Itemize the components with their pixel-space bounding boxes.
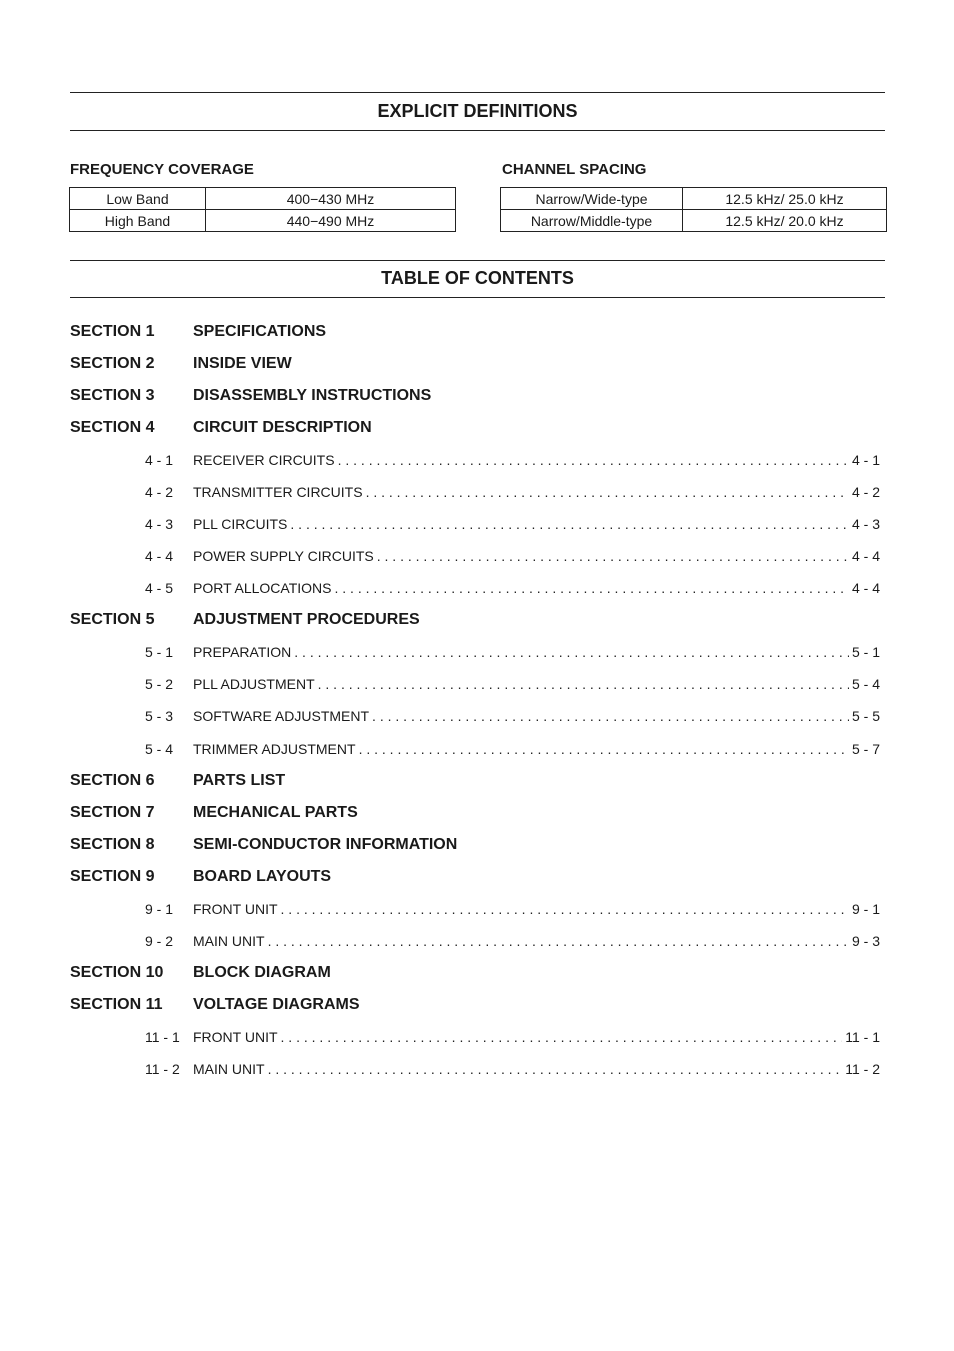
section-title: BOARD LAYOUTS (193, 868, 332, 885)
dot-leader (281, 901, 849, 917)
subsection-title: MAIN UNIT (193, 933, 265, 949)
frequency-table (69, 187, 456, 232)
table-row (501, 188, 887, 210)
table-cell: Low Band (70, 188, 206, 210)
subsection-number: 5 - 1 (145, 644, 174, 660)
dot-leader (268, 933, 849, 949)
toc-subsection[interactable] (145, 548, 880, 566)
section-number: SECTION 10 (70, 964, 164, 981)
table-cell: 12.5 kHz/ 20.0 kHz (683, 210, 887, 232)
dot-leader (359, 741, 849, 757)
section-number: SECTION 3 (70, 387, 155, 404)
dot-leader (335, 580, 849, 596)
subsection-number: 5 - 3 (145, 708, 174, 724)
subsection-title: PORT ALLOCATIONS (193, 580, 332, 596)
section-number: SECTION 5 (70, 611, 155, 628)
toc-subsection[interactable] (145, 1029, 880, 1047)
page-number: 4 - 2 (851, 484, 880, 500)
toc-subsection[interactable] (145, 708, 880, 726)
toc-subsection[interactable] (145, 676, 880, 694)
page-number: 4 - 1 (851, 452, 880, 468)
definitions-rule (70, 130, 885, 131)
page-number: 11 - 1 (845, 1029, 880, 1045)
toc-subsection[interactable] (145, 1061, 880, 1079)
table-cell: 440−490 MHz (206, 210, 456, 232)
table-cell: Narrow/Wide-type (501, 188, 683, 210)
dot-leader (318, 676, 849, 692)
subsection-title: MAIN UNIT (193, 1061, 265, 1077)
subsection-number: 11 - 2 (145, 1061, 180, 1077)
subsection-number: 5 - 4 (145, 741, 174, 757)
channel-spacing-title: CHANNEL SPACING (502, 161, 647, 178)
page-number: 4 - 4 (851, 548, 880, 564)
section-title: BLOCK DIAGRAM (193, 964, 331, 981)
page-number: 5 - 4 (851, 676, 880, 692)
table-row (70, 210, 456, 232)
subsection-number: 9 - 2 (145, 933, 174, 949)
toc-heading: TABLE OF CONTENTS (381, 268, 574, 288)
table-cell: High Band (70, 210, 206, 232)
dot-leader (294, 644, 849, 660)
section-number: SECTION 2 (70, 355, 155, 372)
toc-subsection[interactable] (145, 484, 880, 502)
section-title: PARTS LIST (193, 772, 286, 789)
subsection-title: PREPARATION (193, 644, 292, 660)
dot-leader (290, 516, 849, 532)
dot-leader (366, 484, 849, 500)
subsection-number: 4 - 3 (145, 516, 174, 532)
page-number: 4 - 3 (851, 516, 880, 532)
toc-subsection[interactable] (145, 452, 880, 470)
toc-subsection[interactable] (145, 580, 880, 598)
table-cell: Narrow/Middle-type (501, 210, 683, 232)
page-number: 9 - 1 (851, 901, 880, 917)
toc-bottom-rule (70, 297, 885, 298)
dot-leader (338, 452, 849, 468)
section-number: SECTION 9 (70, 868, 155, 885)
page-number: 5 - 1 (851, 644, 880, 660)
subsection-title: FRONT UNIT (193, 1029, 278, 1045)
subsection-title: TRIMMER ADJUSTMENT (193, 741, 356, 757)
subsection-number: 4 - 5 (145, 580, 174, 596)
section-title: DISASSEMBLY INSTRUCTIONS (193, 387, 432, 404)
table-cell: 12.5 kHz/ 25.0 kHz (683, 188, 887, 210)
section-number: SECTION 1 (70, 323, 155, 340)
subsection-title: RECEIVER CIRCUITS (193, 452, 335, 468)
subsection-number: 11 - 1 (145, 1029, 180, 1045)
section-title: ADJUSTMENT PROCEDURES (193, 611, 420, 628)
dot-leader (281, 1029, 843, 1045)
subsection-title: TRANSMITTER CIRCUITS (193, 484, 363, 500)
toc-subsection[interactable] (145, 741, 880, 759)
section-title: MECHANICAL PARTS (193, 804, 358, 821)
channel-table (500, 187, 887, 232)
dot-leader (268, 1061, 843, 1077)
section-title: CIRCUIT DESCRIPTION (193, 419, 372, 436)
frequency-coverage-title: FREQUENCY COVERAGE (70, 161, 254, 178)
table-row (70, 188, 456, 210)
section-title: SEMI-CONDUCTOR INFORMATION (193, 836, 458, 853)
toc-top-rule (70, 260, 885, 261)
subsection-number: 5 - 2 (145, 676, 174, 692)
section-number: SECTION 11 (70, 996, 163, 1013)
top-rule (70, 92, 885, 93)
table-row (501, 210, 887, 232)
toc-subsection[interactable] (145, 644, 880, 662)
subsection-number: 4 - 2 (145, 484, 174, 500)
subsection-number: 4 - 1 (145, 452, 174, 468)
subsection-title: PLL ADJUSTMENT (193, 676, 315, 692)
subsection-number: 4 - 4 (145, 548, 174, 564)
definitions-heading: EXPLICIT DEFINITIONS (377, 101, 578, 121)
section-number: SECTION 6 (70, 772, 155, 789)
subsection-title: PLL CIRCUITS (193, 516, 288, 532)
page-number: 5 - 7 (851, 741, 880, 757)
subsection-title: FRONT UNIT (193, 901, 278, 917)
page-number: 5 - 5 (851, 708, 880, 724)
page-number: 9 - 3 (851, 933, 880, 949)
section-number: SECTION 4 (70, 419, 155, 436)
dot-leader (377, 548, 849, 564)
section-title: INSIDE VIEW (193, 355, 292, 372)
subsection-title: SOFTWARE ADJUSTMENT (193, 708, 370, 724)
subsection-number: 9 - 1 (145, 901, 174, 917)
section-number: SECTION 8 (70, 836, 155, 853)
toc-subsection[interactable] (145, 933, 880, 951)
toc-subsection[interactable] (145, 901, 880, 919)
page-number: 11 - 2 (845, 1061, 880, 1077)
page-number: 4 - 4 (851, 580, 880, 596)
table-cell: 400−430 MHz (206, 188, 456, 210)
section-title: SPECIFICATIONS (193, 323, 327, 340)
dot-leader (372, 708, 849, 724)
section-title: VOLTAGE DIAGRAMS (193, 996, 360, 1013)
section-number: SECTION 7 (70, 804, 155, 821)
subsection-title: POWER SUPPLY CIRCUITS (193, 548, 374, 564)
toc-subsection[interactable] (145, 516, 880, 534)
